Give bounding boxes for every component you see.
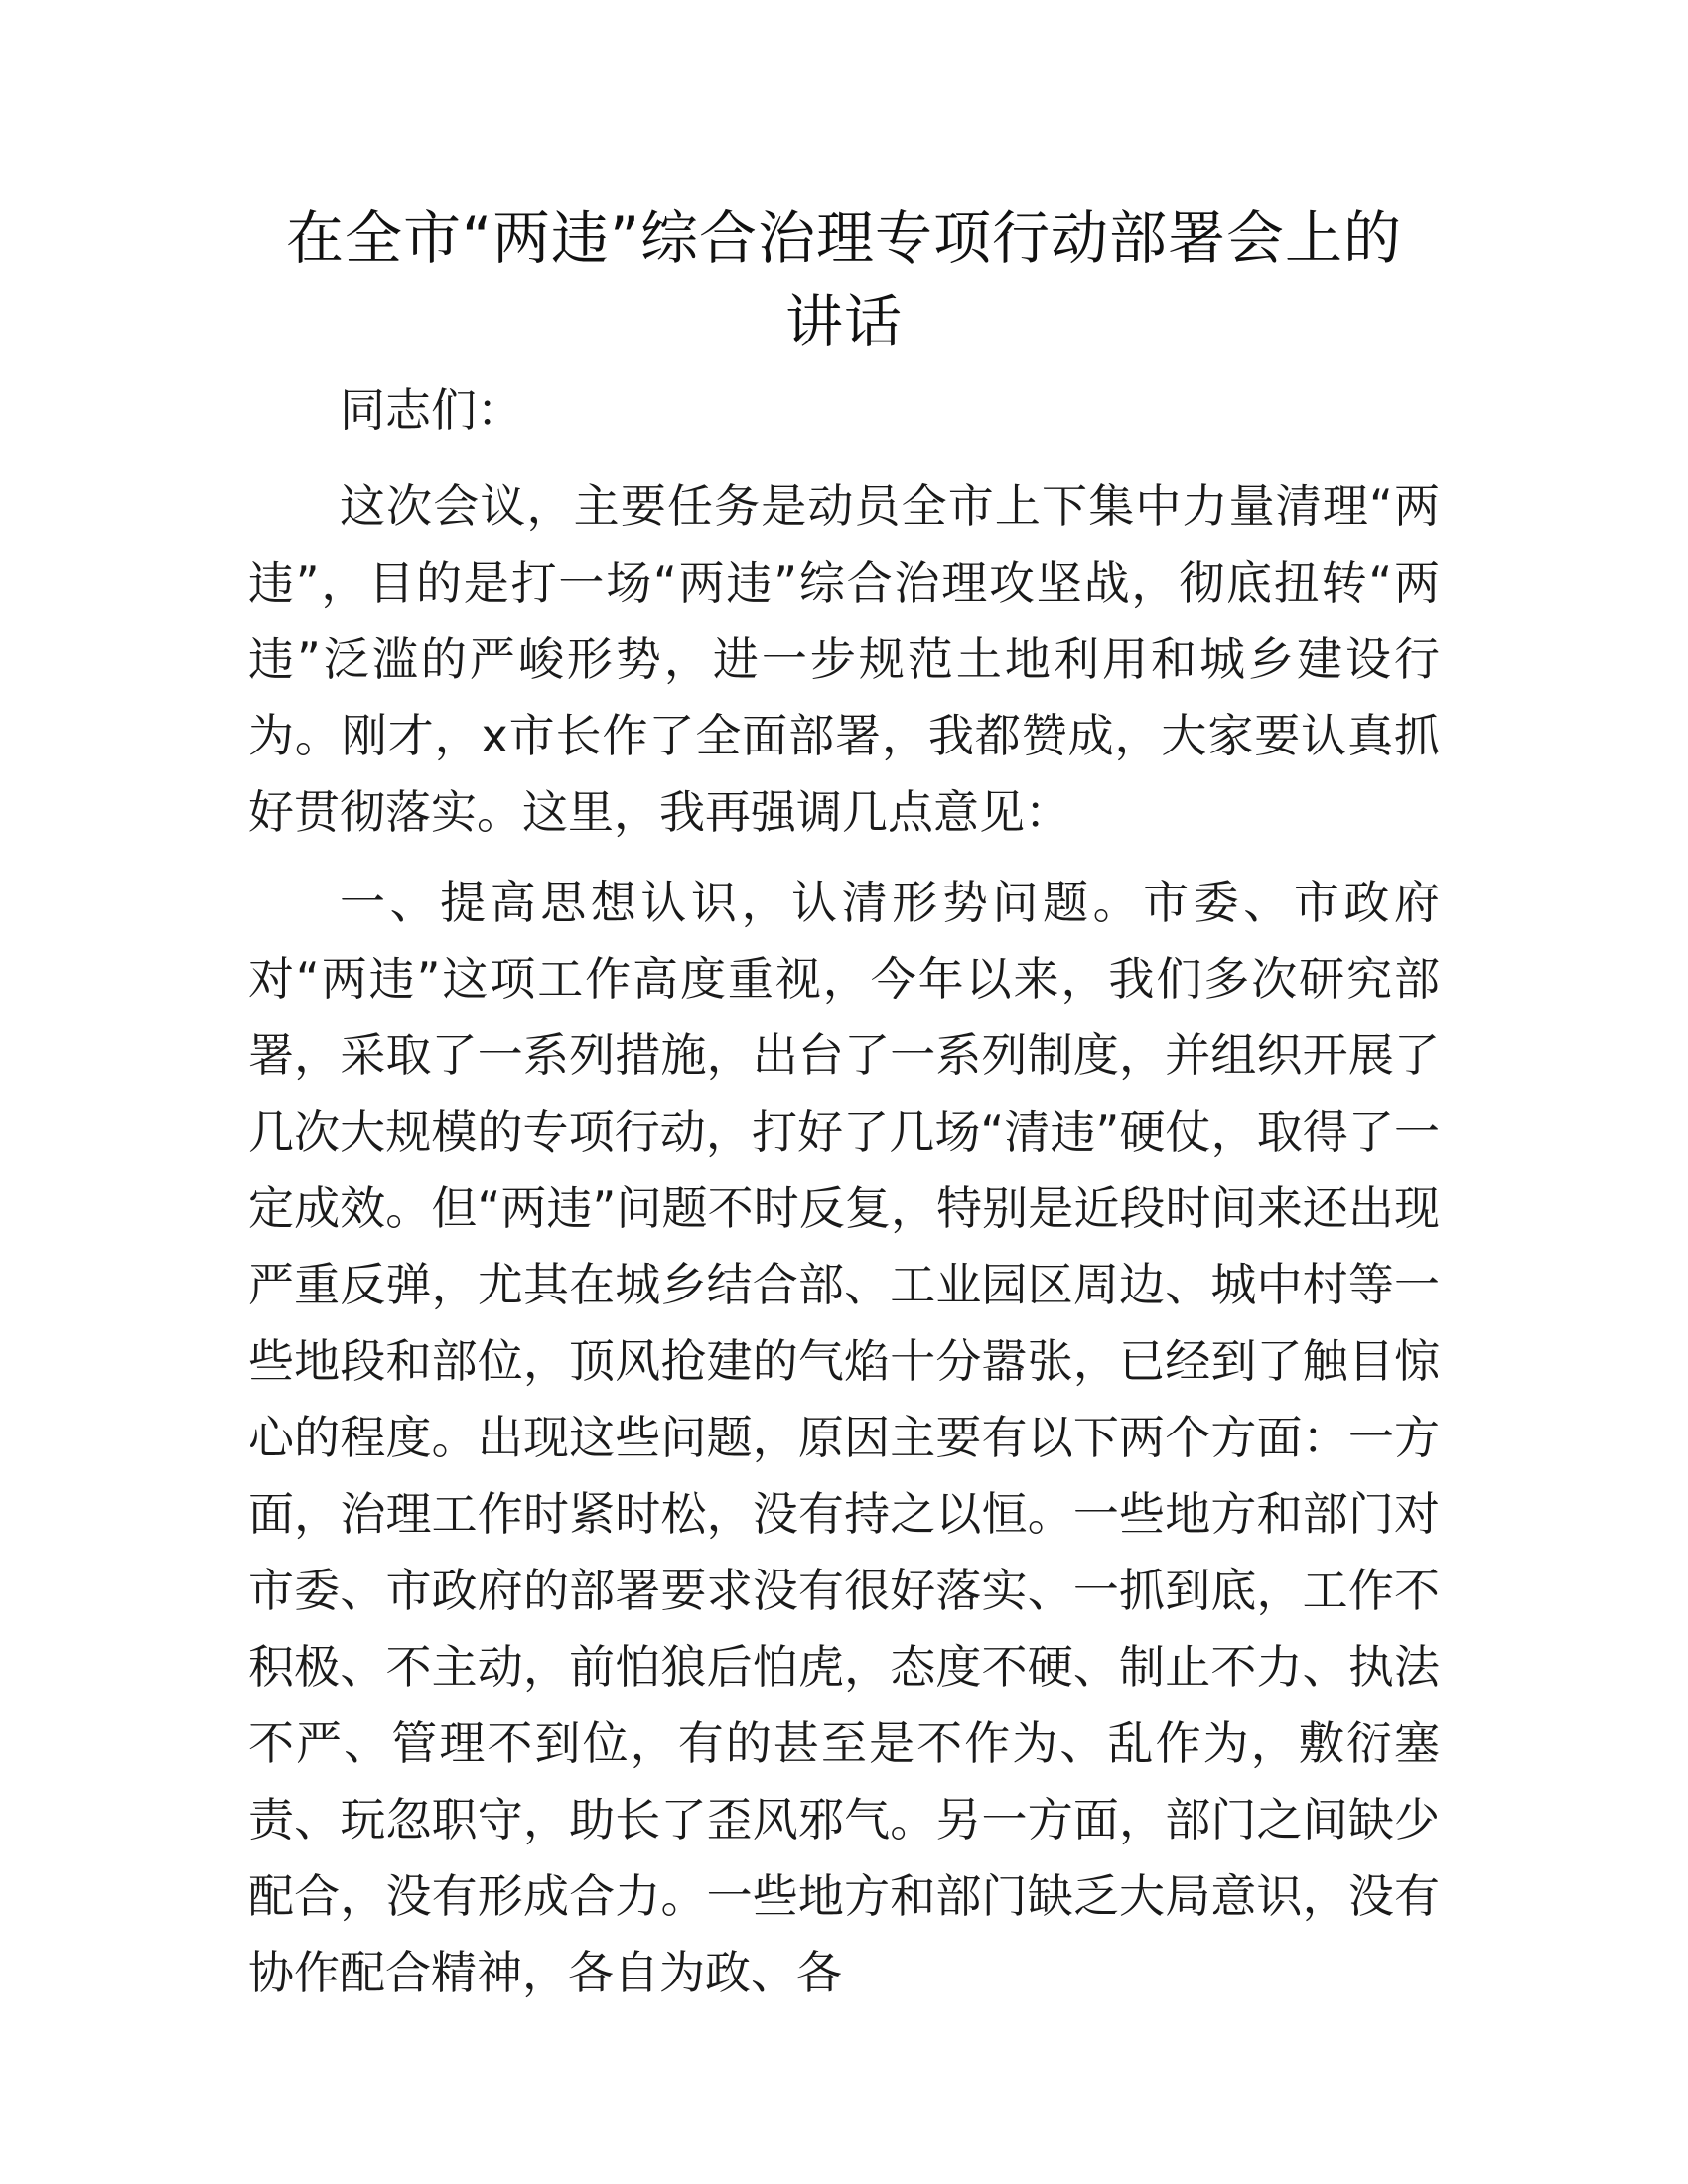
salutation: 同志们： — [340, 383, 522, 437]
paragraph-1: 这次会议，主要任务是动员全市上下集中力量清理“两违”，目的是打一场“两违”综合治理攻坚战，彻底扭转“两违”泛滥的严峻形势，进一步规范土地利用和城乡建设行为。刚才，x市长作了全面部署，我都赞成，大家要认真抓好贯彻落实。这里，我再强调几点意见： — [248, 479, 1440, 839]
title-line-1: 在全市“两违”综合治理专项行动部署会上的 — [285, 205, 1403, 272]
paragraph-2: 一、提高思想认识，认清形势问题。市委、市政府对“两违”这项工作高度重视，今年以来，我们多次研究部署，采取了一系列措施，出台了一系列制度，并组织开展了几次大规模的专项行动，打好了几场“清违”硬仗，取得了一定成效。但“两违”问题不时反复，特别是近段时间来还出现严重反弹，尤其在城乡结合部、工业园区周边、城中村等一些地段和部位，顶风抢建的气焰十分嚣张，已经到了触目惊心的程度。出现这些问题，原因主要有以下两个方面：一方面，治理工作时紧时松，没有持之以恒。一些地方和部门对市委、市政府的部署要求没有很好落实、一抓到底，工作不积极、不主动，前怕狼后怕虎，态度不硬、制止不力、执法不严、管理不到位，有的甚至是不作为、乱作为，敷衍塞责、玩忽职守，助长了歪风邪气。另一方面，部门之间缺少配合，没有形成合力。一些地方和部门缺乏大局意识，没有协作配合精神，各自为政、各 — [248, 876, 1440, 1999]
title-line-2: 讲话 — [784, 288, 903, 355]
document-body — [248, 372, 1440, 2011]
document-title — [199, 197, 1489, 363]
